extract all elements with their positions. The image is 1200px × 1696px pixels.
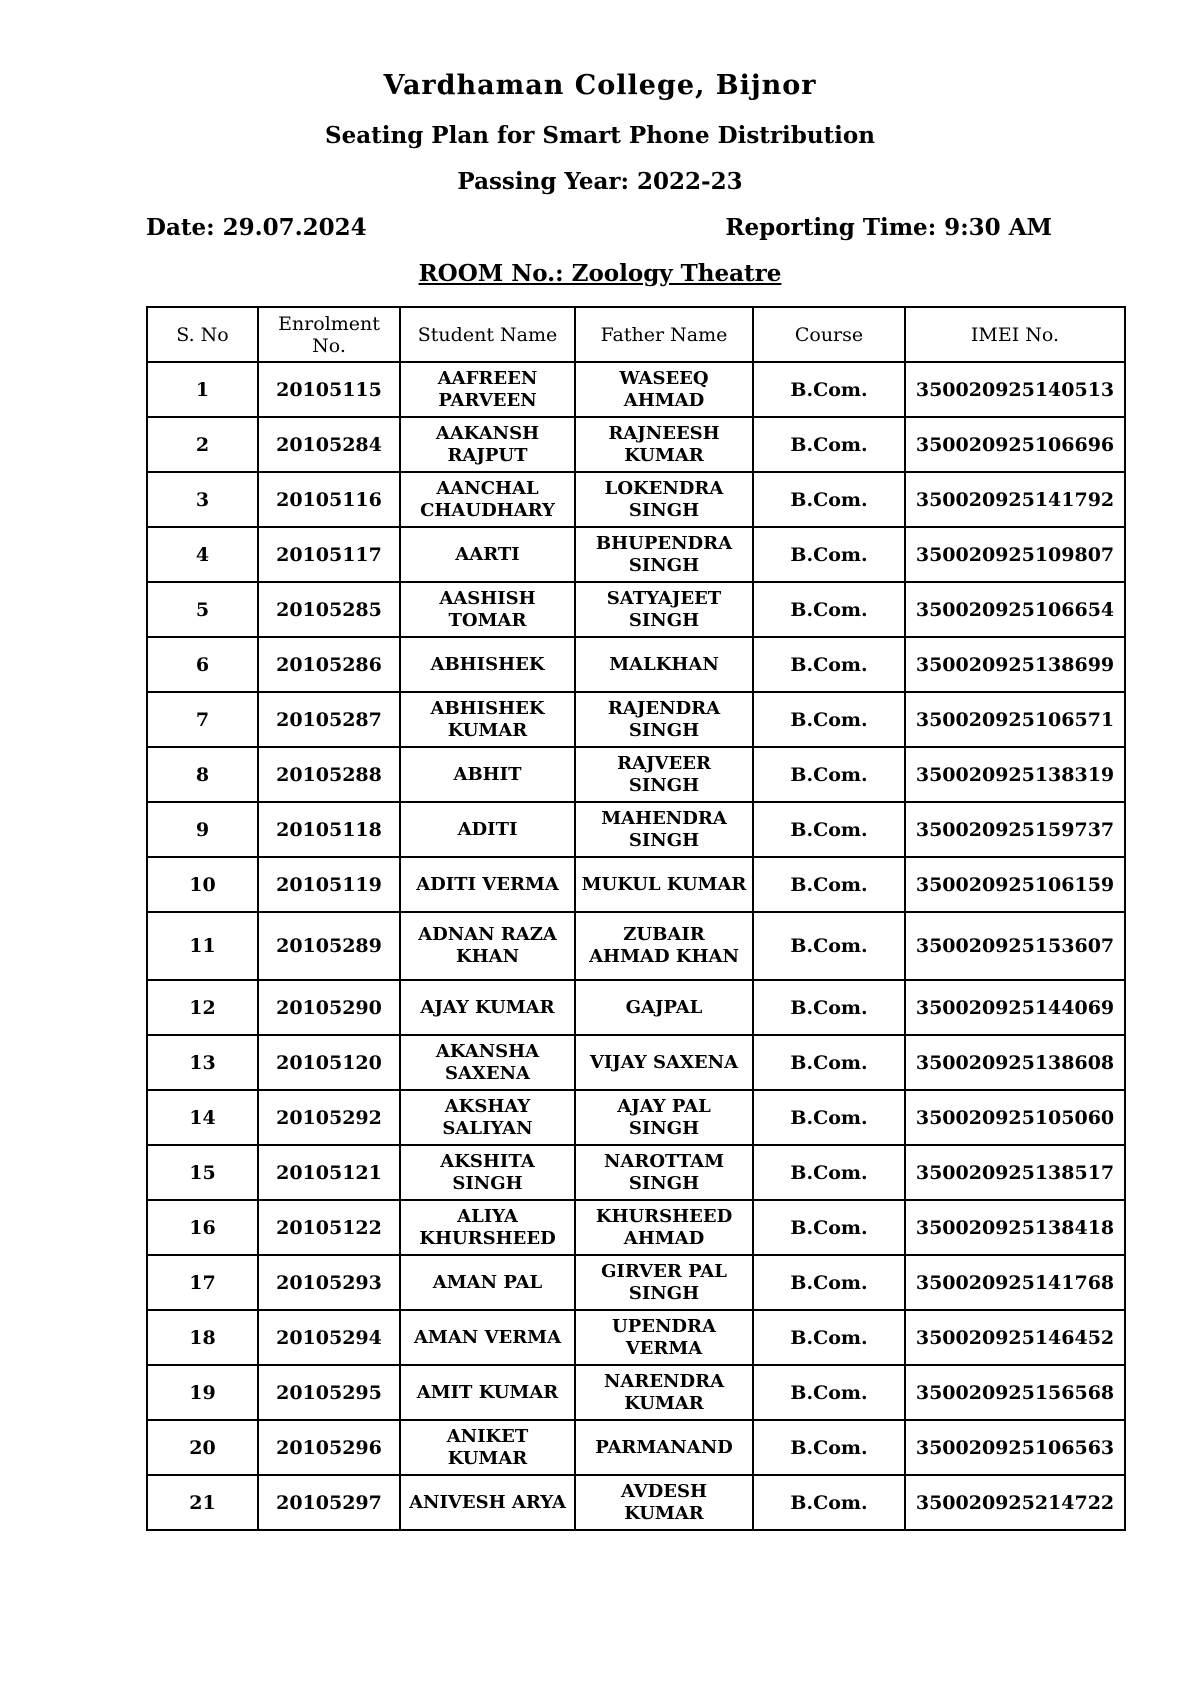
- table-header-row: [147, 307, 1125, 362]
- enrolment-number-cell: 20105294: [258, 1310, 400, 1365]
- father-name-cell: ZUBAIR AHMAD KHAN: [575, 912, 753, 980]
- student-name-cell: AKSHITA SINGH: [400, 1145, 575, 1200]
- enrolment-number-cell: 20105287: [258, 692, 400, 747]
- imei-number-cell: 350020925153607: [905, 912, 1125, 980]
- table-row: [147, 527, 1125, 582]
- imei-number-cell: 350020925106159: [905, 857, 1125, 912]
- father-name-cell: MUKUL KUMAR: [575, 857, 753, 912]
- father-name-cell: LOKENDRA SINGH: [575, 472, 753, 527]
- serial-number-cell: 2: [147, 417, 258, 472]
- enrolment-number-cell: 20105296: [258, 1420, 400, 1475]
- table-row: [147, 1475, 1125, 1530]
- document-subtitle: Seating Plan for Smart Phone Distribution: [324, 122, 875, 149]
- course-cell: B.Com.: [753, 912, 905, 980]
- student-name-cell: ADNAN RAZA KHAN: [400, 912, 575, 980]
- imei-number-cell: 350020925140513: [905, 362, 1125, 417]
- imei-number-cell: 350020925146452: [905, 1310, 1125, 1365]
- date-label: Date: 29.07.2024: [146, 214, 367, 241]
- father-name-cell: SATYAJEET SINGH: [575, 582, 753, 637]
- father-name-cell: MALKHAN: [575, 637, 753, 692]
- student-name-cell: AAFREEN PARVEEN: [400, 362, 575, 417]
- college-title: Vardhaman College, Bijnor: [383, 70, 817, 101]
- student-name-cell: ADITI VERMA: [400, 857, 575, 912]
- enrolment-number-cell: 20105121: [258, 1145, 400, 1200]
- imei-number-cell: 350020925138319: [905, 747, 1125, 802]
- father-name-cell: GAJPAL: [575, 980, 753, 1035]
- serial-number-cell: 4: [147, 527, 258, 582]
- imei-number-cell: 350020925109807: [905, 527, 1125, 582]
- father-name-cell: AVDESH KUMAR: [575, 1475, 753, 1530]
- serial-number-cell: 15: [147, 1145, 258, 1200]
- serial-number-cell: 18: [147, 1310, 258, 1365]
- column-header: Father Name: [575, 307, 753, 362]
- course-cell: B.Com.: [753, 980, 905, 1035]
- course-cell: B.Com.: [753, 747, 905, 802]
- column-header: S. No: [147, 307, 258, 362]
- table-row: [147, 747, 1125, 802]
- course-cell: B.Com.: [753, 362, 905, 417]
- column-header: IMEI No.: [905, 307, 1125, 362]
- student-name-cell: AASHISH TOMAR: [400, 582, 575, 637]
- father-name-cell: PARMANAND: [575, 1420, 753, 1475]
- enrolment-number-cell: 20105293: [258, 1255, 400, 1310]
- imei-number-cell: 350020925156568: [905, 1365, 1125, 1420]
- enrolment-number-cell: 20105117: [258, 527, 400, 582]
- imei-number-cell: 350020925159737: [905, 802, 1125, 857]
- imei-number-cell: 350020925138517: [905, 1145, 1125, 1200]
- table-row: [147, 472, 1125, 527]
- course-cell: B.Com.: [753, 857, 905, 912]
- course-cell: B.Com.: [753, 1420, 905, 1475]
- student-name-cell: AAKANSH RAJPUT: [400, 417, 575, 472]
- table-row: [147, 912, 1125, 980]
- enrolment-number-cell: 20105292: [258, 1090, 400, 1145]
- table-row: [147, 1200, 1125, 1255]
- serial-number-cell: 16: [147, 1200, 258, 1255]
- father-name-cell: RAJENDRA SINGH: [575, 692, 753, 747]
- serial-number-cell: 20: [147, 1420, 258, 1475]
- course-cell: B.Com.: [753, 1200, 905, 1255]
- table-row: [147, 1145, 1125, 1200]
- father-name-cell: RAJVEER SINGH: [575, 747, 753, 802]
- father-name-cell: VIJAY SAXENA: [575, 1035, 753, 1090]
- student-name-cell: AKANSHA SAXENA: [400, 1035, 575, 1090]
- imei-number-cell: 350020925106571: [905, 692, 1125, 747]
- imei-number-cell: 350020925144069: [905, 980, 1125, 1035]
- table-row: [147, 1035, 1125, 1090]
- table-row: [147, 980, 1125, 1035]
- father-name-cell: KHURSHEED AHMAD: [575, 1200, 753, 1255]
- father-name-cell: GIRVER PAL SINGH: [575, 1255, 753, 1310]
- table-row: [147, 637, 1125, 692]
- father-name-cell: BHUPENDRA SINGH: [575, 527, 753, 582]
- course-cell: B.Com.: [753, 1090, 905, 1145]
- imei-number-cell: 350020925106654: [905, 582, 1125, 637]
- father-name-cell: NARENDRA KUMAR: [575, 1365, 753, 1420]
- room-number: ROOM No.: Zoology Theatre: [418, 260, 782, 287]
- student-name-cell: ABHISHEK KUMAR: [400, 692, 575, 747]
- course-cell: B.Com.: [753, 527, 905, 582]
- father-name-cell: NAROTTAM SINGH: [575, 1145, 753, 1200]
- imei-number-cell: 350020925106696: [905, 417, 1125, 472]
- serial-number-cell: 6: [147, 637, 258, 692]
- table-row: [147, 582, 1125, 637]
- enrolment-number-cell: 20105284: [258, 417, 400, 472]
- enrolment-number-cell: 20105297: [258, 1475, 400, 1530]
- course-cell: B.Com.: [753, 1255, 905, 1310]
- table-row: [147, 362, 1125, 417]
- serial-number-cell: 12: [147, 980, 258, 1035]
- enrolment-number-cell: 20105116: [258, 472, 400, 527]
- serial-number-cell: 1: [147, 362, 258, 417]
- enrolment-number-cell: 20105286: [258, 637, 400, 692]
- father-name-cell: AJAY PAL SINGH: [575, 1090, 753, 1145]
- enrolment-number-cell: 20105115: [258, 362, 400, 417]
- reporting-time: Reporting Time: 9:30 AM: [725, 214, 1052, 241]
- enrolment-number-cell: 20105288: [258, 747, 400, 802]
- student-name-cell: ADITI: [400, 802, 575, 857]
- student-name-cell: ANIVESH ARYA: [400, 1475, 575, 1530]
- serial-number-cell: 13: [147, 1035, 258, 1090]
- imei-number-cell: 350020925141768: [905, 1255, 1125, 1310]
- passing-year: Passing Year: 2022-23: [457, 168, 743, 195]
- table-row: [147, 1420, 1125, 1475]
- course-cell: B.Com.: [753, 802, 905, 857]
- course-cell: B.Com.: [753, 1310, 905, 1365]
- father-name-cell: UPENDRA VERMA: [575, 1310, 753, 1365]
- table-row: [147, 802, 1125, 857]
- serial-number-cell: 5: [147, 582, 258, 637]
- course-cell: B.Com.: [753, 582, 905, 637]
- course-cell: B.Com.: [753, 1035, 905, 1090]
- course-cell: B.Com.: [753, 472, 905, 527]
- student-name-cell: ALIYA KHURSHEED: [400, 1200, 575, 1255]
- course-cell: B.Com.: [753, 1145, 905, 1200]
- enrolment-number-cell: 20105118: [258, 802, 400, 857]
- table-row: [147, 1255, 1125, 1310]
- seating-table: [146, 306, 1126, 1531]
- student-name-cell: ANIKET KUMAR: [400, 1420, 575, 1475]
- course-cell: B.Com.: [753, 692, 905, 747]
- serial-number-cell: 7: [147, 692, 258, 747]
- student-name-cell: ABHIT: [400, 747, 575, 802]
- student-name-cell: ABHISHEK: [400, 637, 575, 692]
- student-name-cell: AJAY KUMAR: [400, 980, 575, 1035]
- course-cell: B.Com.: [753, 637, 905, 692]
- student-name-cell: AMAN VERMA: [400, 1310, 575, 1365]
- serial-number-cell: 21: [147, 1475, 258, 1530]
- imei-number-cell: 350020925138608: [905, 1035, 1125, 1090]
- serial-number-cell: 19: [147, 1365, 258, 1420]
- enrolment-number-cell: 20105122: [258, 1200, 400, 1255]
- enrolment-number-cell: 20105290: [258, 980, 400, 1035]
- table-row: [147, 1365, 1125, 1420]
- table-row: [147, 1090, 1125, 1145]
- enrolment-number-cell: 20105285: [258, 582, 400, 637]
- student-name-cell: AKSHAY SALIYAN: [400, 1090, 575, 1145]
- course-cell: B.Com.: [753, 1475, 905, 1530]
- student-name-cell: AMIT KUMAR: [400, 1365, 575, 1420]
- enrolment-number-cell: 20105119: [258, 857, 400, 912]
- course-cell: B.Com.: [753, 417, 905, 472]
- enrolment-number-cell: 20105295: [258, 1365, 400, 1420]
- table-row: [147, 857, 1125, 912]
- student-name-cell: AANCHAL CHAUDHARY: [400, 472, 575, 527]
- imei-number-cell: 350020925105060: [905, 1090, 1125, 1145]
- course-cell: B.Com.: [753, 1365, 905, 1420]
- table-row: [147, 692, 1125, 747]
- table-row: [147, 1310, 1125, 1365]
- father-name-cell: MAHENDRA SINGH: [575, 802, 753, 857]
- imei-number-cell: 350020925106563: [905, 1420, 1125, 1475]
- father-name-cell: WASEEQ AHMAD: [575, 362, 753, 417]
- column-header: Student Name: [400, 307, 575, 362]
- column-header: Enrolment No.: [258, 307, 400, 362]
- father-name-cell: RAJNEESH KUMAR: [575, 417, 753, 472]
- imei-number-cell: 350020925138699: [905, 637, 1125, 692]
- enrolment-number-cell: 20105120: [258, 1035, 400, 1090]
- student-name-cell: AARTI: [400, 527, 575, 582]
- serial-number-cell: 3: [147, 472, 258, 527]
- imei-number-cell: 350020925214722: [905, 1475, 1125, 1530]
- serial-number-cell: 14: [147, 1090, 258, 1145]
- column-header: Course: [753, 307, 905, 362]
- serial-number-cell: 8: [147, 747, 258, 802]
- serial-number-cell: 9: [147, 802, 258, 857]
- serial-number-cell: 10: [147, 857, 258, 912]
- serial-number-cell: 11: [147, 912, 258, 980]
- imei-number-cell: 350020925141792: [905, 472, 1125, 527]
- serial-number-cell: 17: [147, 1255, 258, 1310]
- table-row: [147, 417, 1125, 472]
- imei-number-cell: 350020925138418: [905, 1200, 1125, 1255]
- student-name-cell: AMAN PAL: [400, 1255, 575, 1310]
- enrolment-number-cell: 20105289: [258, 912, 400, 980]
